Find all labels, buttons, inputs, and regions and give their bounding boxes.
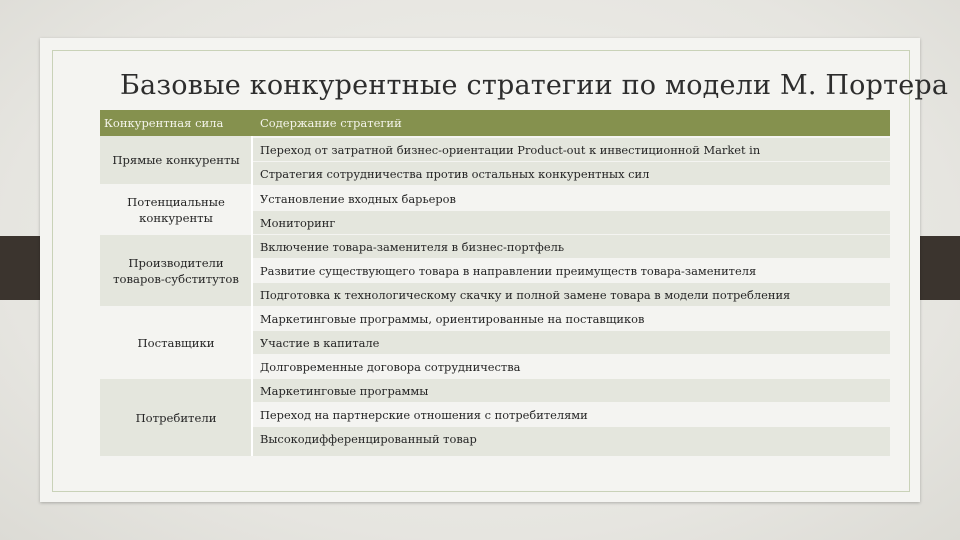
table-row: [252, 162, 890, 185]
table-row: [252, 307, 890, 330]
table-header: [100, 110, 890, 136]
slide-title: Базовые конкурентные стратегии по модели М. Портера: [120, 70, 949, 101]
strategy-text: Маркетинговые программы, ориентированные на поставщиков: [260, 312, 645, 326]
table-row: [252, 283, 890, 306]
left-side-tab: [0, 236, 40, 300]
table-row: [252, 427, 890, 456]
strategy-text: Переход на партнерские отношения с потребителями: [260, 408, 588, 422]
table-row: [252, 355, 890, 378]
strategy-text: Подготовка к технологическому скачку и полной замене товара в модели потребления: [260, 288, 791, 302]
table-row: [252, 211, 890, 234]
force-cell-consumers: [100, 379, 252, 456]
strategies-table: [100, 110, 890, 456]
table-row: [252, 379, 890, 402]
force-cell-direct: [100, 136, 252, 184]
strategy-text: Долговременные договора сотрудничества: [260, 360, 521, 374]
force-cell-substitutes: [100, 235, 252, 306]
header-force: Конкурентная сила: [104, 116, 224, 130]
header-strategies: Содержание стратегий: [260, 116, 402, 130]
column-divider: [251, 136, 253, 456]
force-label: Прямые конкуренты: [112, 153, 240, 167]
force-label: Поставщики: [137, 335, 215, 350]
right-side-tab: [920, 236, 960, 300]
force-cell-suppliers: [100, 307, 252, 378]
force-cell-potential: [100, 186, 252, 234]
force-label: Потенциальные конкуренты: [127, 195, 225, 225]
strategy-text: Маркетинговые программы: [260, 384, 429, 398]
force-label: Потребители: [135, 410, 217, 425]
table-row: [252, 331, 890, 354]
strategy-text: Участие в капитале: [260, 336, 380, 350]
table-row: [252, 235, 890, 258]
table-row: [252, 138, 890, 161]
table-row: [252, 259, 890, 282]
strategy-text: Установление входных барьеров: [260, 192, 456, 206]
strategy-text: Стратегия сотрудничества против остальных конкурентных сил: [260, 167, 650, 181]
force-label: Производители товаров-субститутов: [113, 255, 239, 286]
strategy-text: Переход от затратной бизнес-ориентации Product-out к инвестиционной Market in: [260, 143, 761, 157]
strategy-text: Включение товара-заменителя в бизнес-портфель: [260, 240, 565, 254]
strategy-text: Высокодифференцированный товар: [260, 432, 477, 446]
table-row: [252, 403, 890, 426]
strategy-text: Развитие существующего товара в направлении преимуществ товара-заменителя: [260, 264, 757, 278]
table-row: [252, 187, 890, 210]
strategy-text: Мониторинг: [260, 216, 336, 230]
